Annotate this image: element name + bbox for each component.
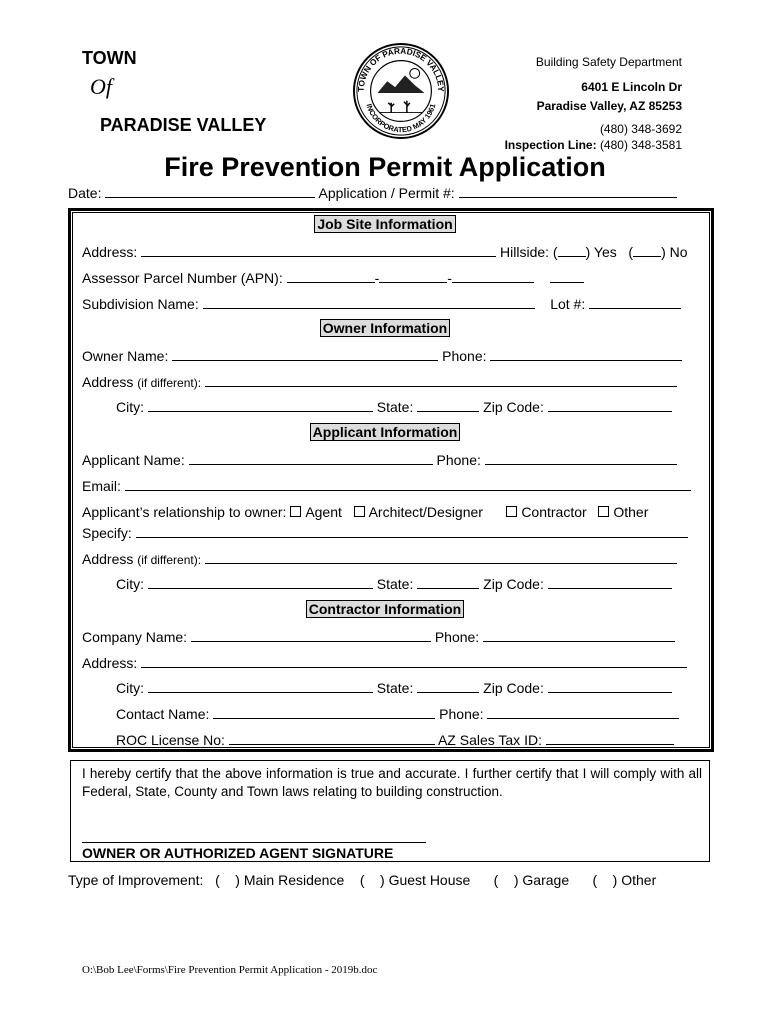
open-paren: ( (628, 244, 634, 260)
address-label: Address: (82, 244, 138, 260)
other-checkbox[interactable] (598, 506, 609, 517)
file-path-footer: O:\Bob Lee\Forms\Fire Prevention Permit Application - 2019b.doc (82, 964, 378, 976)
owner-zip-field[interactable] (548, 398, 672, 412)
page-title: Fire Prevention Permit Application (164, 152, 606, 182)
subdivision-label: Subdivision Name: (82, 296, 199, 312)
owner-city-field[interactable] (148, 398, 373, 412)
contractor-city-label: City: (116, 680, 144, 696)
specify-field[interactable] (136, 524, 688, 538)
permit-label: Application / Permit #: (318, 185, 455, 201)
contact-label: Contact Name: (116, 706, 210, 722)
guest-house-option[interactable]: ( ) Guest House (359, 872, 471, 888)
specify-label: Specify: (82, 525, 132, 541)
owner-name-label: Owner Name: (82, 348, 169, 364)
inspection-label: Inspection Line: (504, 138, 597, 152)
specify-row (82, 524, 688, 541)
applicant-name-row (82, 451, 677, 468)
applicant-city-label: City: (116, 576, 144, 592)
contractor-city-row (116, 679, 672, 696)
applicant-state-label: State: (376, 576, 414, 592)
applicant-name-field[interactable] (189, 451, 433, 465)
town-seal-icon (352, 42, 450, 140)
inspection-line (505, 138, 682, 152)
applicant-email-row (82, 477, 691, 494)
contractor-address-label: Address: (82, 655, 138, 671)
improvement-label: Type of Improvement: (68, 872, 204, 888)
contractor-state-label: State: (376, 680, 414, 696)
contact-row (116, 705, 679, 722)
yes-label: ) Yes (585, 244, 617, 260)
street-address: 6401 E Lincoln Dr (581, 80, 682, 94)
contractor-state-field[interactable] (417, 679, 479, 693)
department-label: Building Safety Department (535, 55, 682, 69)
tax-field[interactable] (546, 731, 674, 745)
apn-row (82, 269, 584, 286)
town-name: PARADISE VALLEY (100, 115, 267, 135)
contractor-address-row (82, 654, 687, 671)
other-option[interactable]: ( ) Other (592, 872, 657, 888)
contractor-heading: Contractor Information (0, 601, 770, 617)
apn-dash: - (447, 270, 452, 286)
agent-checkbox[interactable] (290, 506, 301, 517)
owner-address-field[interactable] (205, 373, 677, 387)
contractor-checkbox[interactable] (506, 506, 517, 517)
contractor-zip-field[interactable] (548, 679, 672, 693)
owner-name-field[interactable] (172, 347, 438, 361)
if-different-label: (if different): (137, 376, 202, 390)
garage-option[interactable]: ( ) Garage (493, 872, 570, 888)
apn-label: Assessor Parcel Number (APN): (82, 270, 283, 286)
company-field[interactable] (191, 628, 431, 642)
other-label: Other (613, 504, 649, 520)
main-residence-option[interactable]: ( ) Main Residence (215, 872, 345, 888)
architect-checkbox[interactable] (354, 506, 365, 517)
signature-label: OWNER OR AUTHORIZED AGENT SIGNATURE (82, 845, 394, 861)
relationship-row (82, 504, 648, 520)
inspection-phone: (480) 348-3581 (599, 138, 682, 152)
contact-phone-field[interactable] (487, 705, 679, 719)
applicant-address-field[interactable] (205, 550, 677, 564)
applicant-city-field[interactable] (148, 575, 373, 589)
apn-field-4[interactable] (550, 269, 584, 283)
applicant-heading: Applicant Information (0, 424, 770, 440)
hillside-no-field[interactable] (633, 243, 661, 257)
apn-dash: - (374, 270, 380, 286)
contact-phone-label: Phone: (439, 706, 484, 722)
owner-phone-label: Phone: (442, 348, 487, 364)
town-label: TOWN (82, 48, 137, 68)
job-address-field[interactable] (141, 243, 496, 257)
job-site-address-row (82, 243, 688, 260)
owner-name-row (82, 347, 682, 364)
date-label: Date: (68, 185, 102, 201)
city-state-address: Paradise Valley, AZ 85253 (536, 99, 682, 113)
company-row (82, 628, 675, 645)
applicant-city-row (116, 575, 672, 592)
applicant-address-label: Address (82, 551, 134, 567)
owner-state-field[interactable] (417, 398, 479, 412)
roc-field[interactable] (229, 731, 435, 745)
contractor-address-field[interactable] (141, 654, 687, 668)
contractor-city-field[interactable] (148, 679, 373, 693)
subdivision-field[interactable] (203, 295, 535, 309)
no-label: ) No (661, 244, 688, 260)
email-field[interactable] (125, 477, 691, 491)
applicant-phone-label: Phone: (436, 452, 481, 468)
relationship-label: Applicant’s relationship to owner: (82, 504, 287, 520)
owner-address-label: Address (82, 374, 134, 390)
certification-text: I hereby certify that the above information is true and accurate. I further certify that I will comply with all Federal, State, County and Town laws relating to building construction. (82, 766, 702, 799)
improvement-row (68, 872, 656, 888)
subdivision-row (82, 295, 681, 312)
job-site-heading: Job Site Information (0, 216, 770, 232)
signature-field[interactable] (82, 842, 426, 843)
owner-zip-label: Zip Code: (483, 399, 544, 415)
email-label: Email: (82, 478, 121, 494)
applicant-state-field[interactable] (417, 575, 479, 589)
apn-field-1[interactable] (287, 269, 375, 283)
applicant-zip-field[interactable] (548, 575, 672, 589)
applicant-zip-label: Zip Code: (483, 576, 544, 592)
apn-field-2[interactable] (379, 269, 447, 283)
owner-address-row (82, 373, 677, 390)
lot-field[interactable] (589, 295, 681, 309)
owner-city-label: City: (116, 399, 144, 415)
contact-field[interactable] (213, 705, 435, 719)
contractor-phone-label: Phone: (434, 629, 480, 645)
contractor-label: Contractor (521, 504, 587, 520)
owner-state-label: State: (376, 399, 414, 415)
seal-top-text: TOWN OF PARADISE VALLEY (355, 45, 447, 93)
hillside-yes-field[interactable] (558, 243, 586, 257)
applicant-address-row (82, 550, 677, 567)
applicant-name-label: Applicant Name: (82, 452, 185, 468)
department-phone: (480) 348-3692 (599, 122, 682, 136)
company-label: Company Name: (82, 629, 188, 645)
applicant-phone-field[interactable] (485, 451, 677, 465)
owner-city-row (116, 398, 672, 415)
tax-label: AZ Sales Tax ID: (437, 732, 542, 748)
lot-label: Lot #: (550, 296, 586, 312)
if-different-label: (if different): (137, 553, 202, 567)
seal-bottom-text: INCORPORATED MAY 1961 (364, 102, 438, 135)
date-field[interactable] (105, 184, 315, 198)
roc-label: ROC License No: (116, 732, 225, 748)
of-label: Of (90, 74, 112, 99)
contractor-zip-label: Zip Code: (483, 680, 544, 696)
apn-field-3[interactable] (452, 269, 534, 283)
permit-field[interactable] (459, 184, 677, 198)
hillside-label: Hillside: ( (500, 244, 558, 260)
date-permit-row (68, 184, 677, 201)
architect-label: Architect/Designer (368, 504, 483, 520)
roc-row (116, 731, 674, 748)
owner-phone-field[interactable] (490, 347, 682, 361)
contractor-phone-field[interactable] (483, 628, 675, 642)
agent-label: Agent (305, 504, 342, 520)
owner-heading: Owner Information (0, 320, 770, 336)
